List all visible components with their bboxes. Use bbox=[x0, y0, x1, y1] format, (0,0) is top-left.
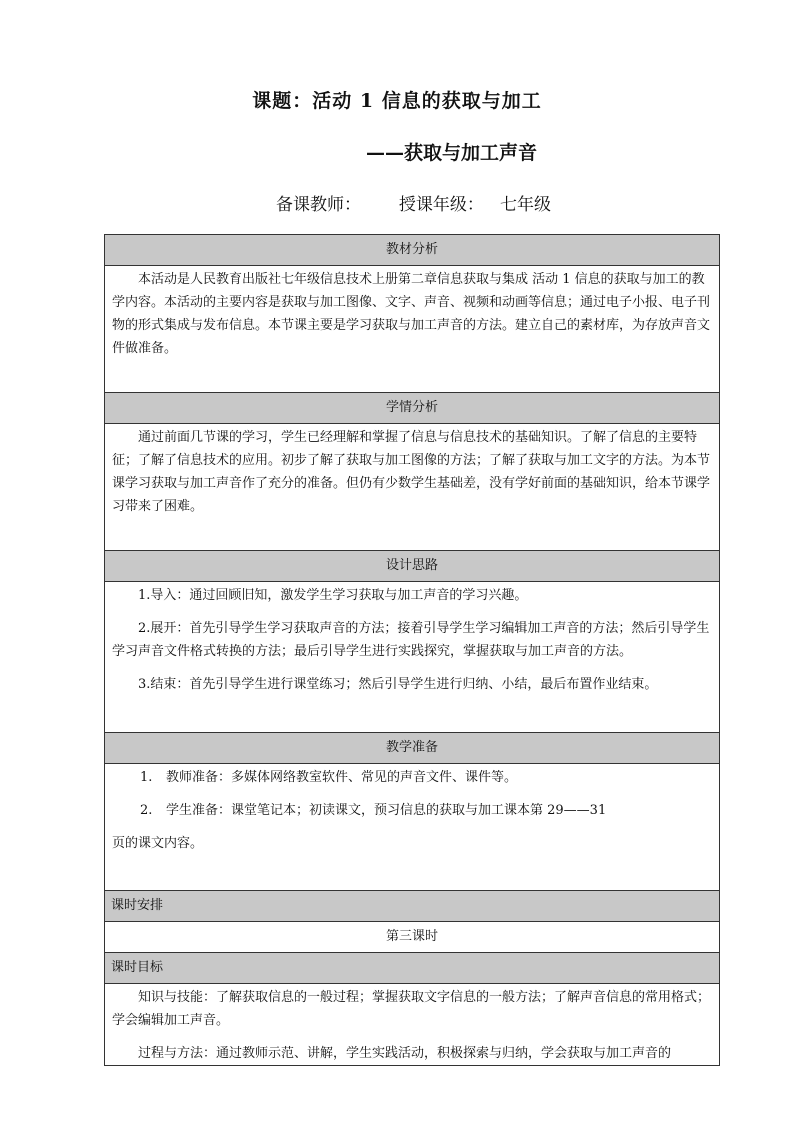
section-body-design bbox=[105, 582, 720, 733]
prep-item-continuation: 页的课文内容。 bbox=[112, 836, 204, 851]
section-heading-schedule: 课时安排 bbox=[105, 891, 720, 922]
document-title: 课题：活动 1 信息的获取与加工 bbox=[252, 90, 542, 112]
prep-item-teacher bbox=[112, 766, 712, 789]
prep-item-text: 学生准备：课堂笔记本；初读课文，预习信息的获取与加工课本第 29——31 bbox=[166, 803, 607, 818]
prep-item-student bbox=[112, 799, 712, 822]
design-step-conclude: 3.结束：首先引导学生进行课堂练习；然后引导学生进行归纳、小结，最后布置作业结束。 bbox=[138, 677, 658, 692]
section-body-prep bbox=[105, 764, 720, 891]
design-step-intro: 1.导入：通过回顾旧知，激发学生学习获取与加工声音的学习兴趣。 bbox=[138, 588, 528, 603]
section-heading-textbook: 教材分析 bbox=[105, 235, 720, 266]
goal-knowledge-skills: 知识与技能：了解获取信息的一般过程；掌握获取文字信息的一般方法；了解声音信息的常用格式；学会编辑加工声音。 bbox=[112, 990, 711, 1028]
design-step-develop: 2.展开：首先引导学生学习获取声音的方法；接着引导学生学习编辑加工声音的方法；然后引导学生学习声音文件格式转换的方法；最后引导学生进行实践探究，掌握获取与加工声音的方法。 bbox=[112, 621, 710, 659]
prep-item-number: 1. bbox=[140, 770, 153, 785]
lesson-plan-table bbox=[104, 234, 720, 1066]
teacher-grade-line: 备课教师： 授课年级： 七年级 bbox=[276, 195, 552, 215]
textbook-analysis-text: 本活动是人民教育出版社七年级信息技术上册第二章信息获取与集成 活动 1 信息的获取与加工的教学内容。本活动的主要内容是获取与加工图像、文字、声音、视频和动画等信息；通过电子小报、电子刊物的形式集成与发布信息。本节课主要是学习获取与加工声音的方法。建立自己的素材库，为存放声音文件做准备。 bbox=[112, 272, 711, 356]
section-heading-students: 学情分析 bbox=[105, 393, 720, 424]
section-heading-goals: 课时目标 bbox=[105, 953, 720, 984]
prep-item-text: 教师准备：多媒体网络教室软件、常见的声音文件、课件等。 bbox=[166, 770, 518, 785]
section-heading-prep: 教学准备 bbox=[105, 733, 720, 764]
section-body-textbook bbox=[105, 266, 720, 393]
document-subtitle: ——获取与加工声音 bbox=[366, 142, 538, 164]
schedule-value: 第三课时 bbox=[105, 922, 720, 953]
prep-item-number: 2. bbox=[140, 803, 153, 818]
section-body-students bbox=[105, 424, 720, 551]
student-analysis-text: 通过前面几节课的学习，学生已经理解和掌握了信息与信息技术的基础知识。了解了信息的主要特征；了解了信息技术的应用。初步了解了获取与加工图像的方法；了解了获取与加工文字的方法。为本节课学习获取与加工声音作了充分的准备。但仍有少数学生基础差，没有学好前面的基础知识，给本节课学习带来了困难。 bbox=[112, 430, 711, 514]
section-body-goals bbox=[105, 984, 720, 1066]
section-heading-design: 设计思路 bbox=[105, 551, 720, 582]
goal-process-methods: 过程与方法：通过教师示范、讲解，学生实践活动，积极探索与归纳，学会获取与加工声音的 bbox=[138, 1046, 672, 1061]
